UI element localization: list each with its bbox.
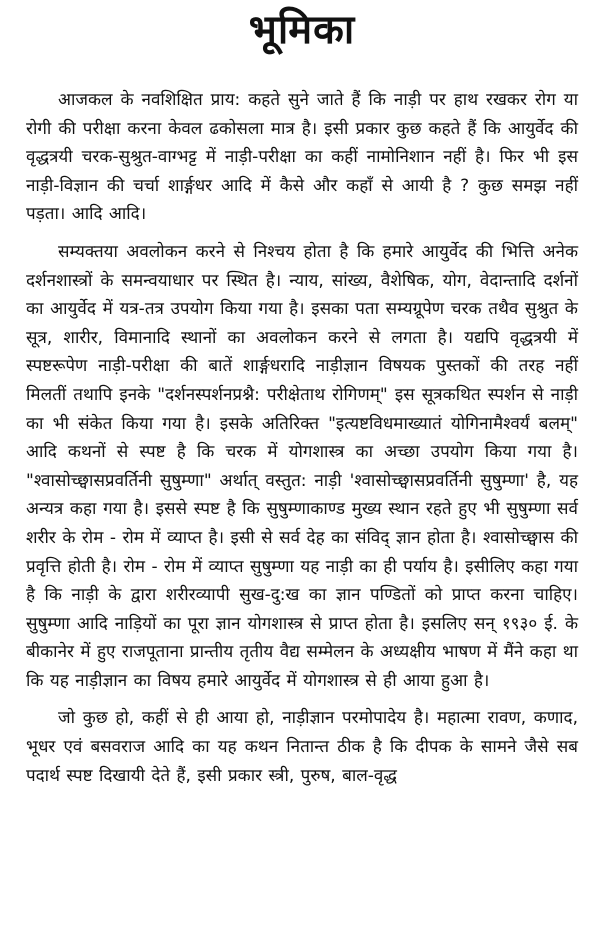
paragraph-3: जो कुछ हो, कहीं से ही आया हो, नाड़ीज्ञान परमोपादेय है। महात्मा रावण, कणाद, भूधर एवं बसवराज आदि का यह कथन नितान्त ठीक है कि दीपक के सामने जैसे सब पदार्थ स्पष्ट दिखायी देते हैं, इसी प्रकार स्त्री, पुरुष, बाल-वृद्ध xyxy=(26,708,578,786)
paragraph-2: सम्यक्तया अवलोकन करने से निश्चय होता है कि हमारे आयुर्वेद की भित्ति अनेक दर्शनशास्त्रों के समन्वयाधार पर स्थित है। न्याय, सांख्य, वैशेषिक, योग, वेदान्तादि दर्शनों का आयुर्वेद में यत्र-तत्र उपयोग किया गया है। इसका पता सम्यग्रूपेण चरक तथैव सुश्रुत के सूत्र, शारीर, विमानादि स्थानों का अवलोकन करने से लगता है। यद्यपि वृद्धत्रयी में स्पष्टरूपेण नाड़ी-परीक्षा की बातें शार्ङ्गधरादि नाड़ीज्ञान विषयक पुस्तकों की तरह नहीं मिलतीं तथापि इनके "दर्शनस्पर्शनप्रश्नै: परीक्षेताथ रोगिणम्" इस सूत्रकथित स्पर्शन से नाड़ी का भी संकेत किया गया है। इसके अतिरिक्त "इत्यष्टविधमाख्यातं योगिनामैश्वर्यं बलम्" आदि कथनों से स्पष्ट है कि चरक में योगशास्त्र का अच्छा उपयोग किया गया है। "श्वासोच्छ्वासप्रवर्तिनी सुषुम्णा" अर्थात् वस्तुत: नाड़ी 'श्वासोच्छ्वासप्रवर्तिनी सुषुम्णा' है, यह अन्यत्र कहा गया है। इससे स्पष्ट है कि सुषुम्णाकाण्ड मुख्य स्थान रहते हुए भी सुषुम्णा सर्व शरीर के रोम - रोम में व्याप्त है। इसी से सर्व देह का संविद् ज्ञान होता है। श्वासोच्छ्वास की प्रवृत्ति होती है। रोम - रोम में व्याप्त सुषुम्णा यह नाड़ी का ही पर्याय है। इसीलिए कहा गया है कि नाड़ी के द्वारा शरीरव्यापी सुख-दु:ख का ज्ञान पण्डितों को प्राप्त करना चाहिए। सुषुम्णा आदि नाड़ियों का पूरा ज्ञान योगशास्त्र से प्राप्त होता है। इसलिए सन् १९३० ई. के बीकानेर में हुए राजपूताना प्रान्तीय तृतीय वैद्य सम्मेलन के अध्यक्षीय भाषण में मैंने कहा था कि यह नाड़ीज्ञान का विषय हमारे आयुर्वेद में योगशास्त्र से ही आया हुआ है। xyxy=(26,241,578,691)
page-title: भूमिका xyxy=(248,7,356,53)
paragraph-1: आजकल के नवशिक्षित प्राय: कहते सुने जाते हैं कि नाड़ी पर हाथ रखकर रोग या रोगी की परीक्षा करना केवल ढकोसला मात्र है। इसी प्रकार कुछ कहते हैं कि आयुर्वेद की वृद्धत्रयी चरक-सुश्रुत-वाग्भट्ट में नाड़ी-परीक्षा का कहीं नामोनिशान नहीं है। फिर भी इस नाड़ी-विज्ञान की चर्चा शार्ङ्गधर आदि में कैसे और कहाँ से आयी है ? कुछ समझ नहीं पड़ता। आदि आदि। xyxy=(26,90,578,225)
